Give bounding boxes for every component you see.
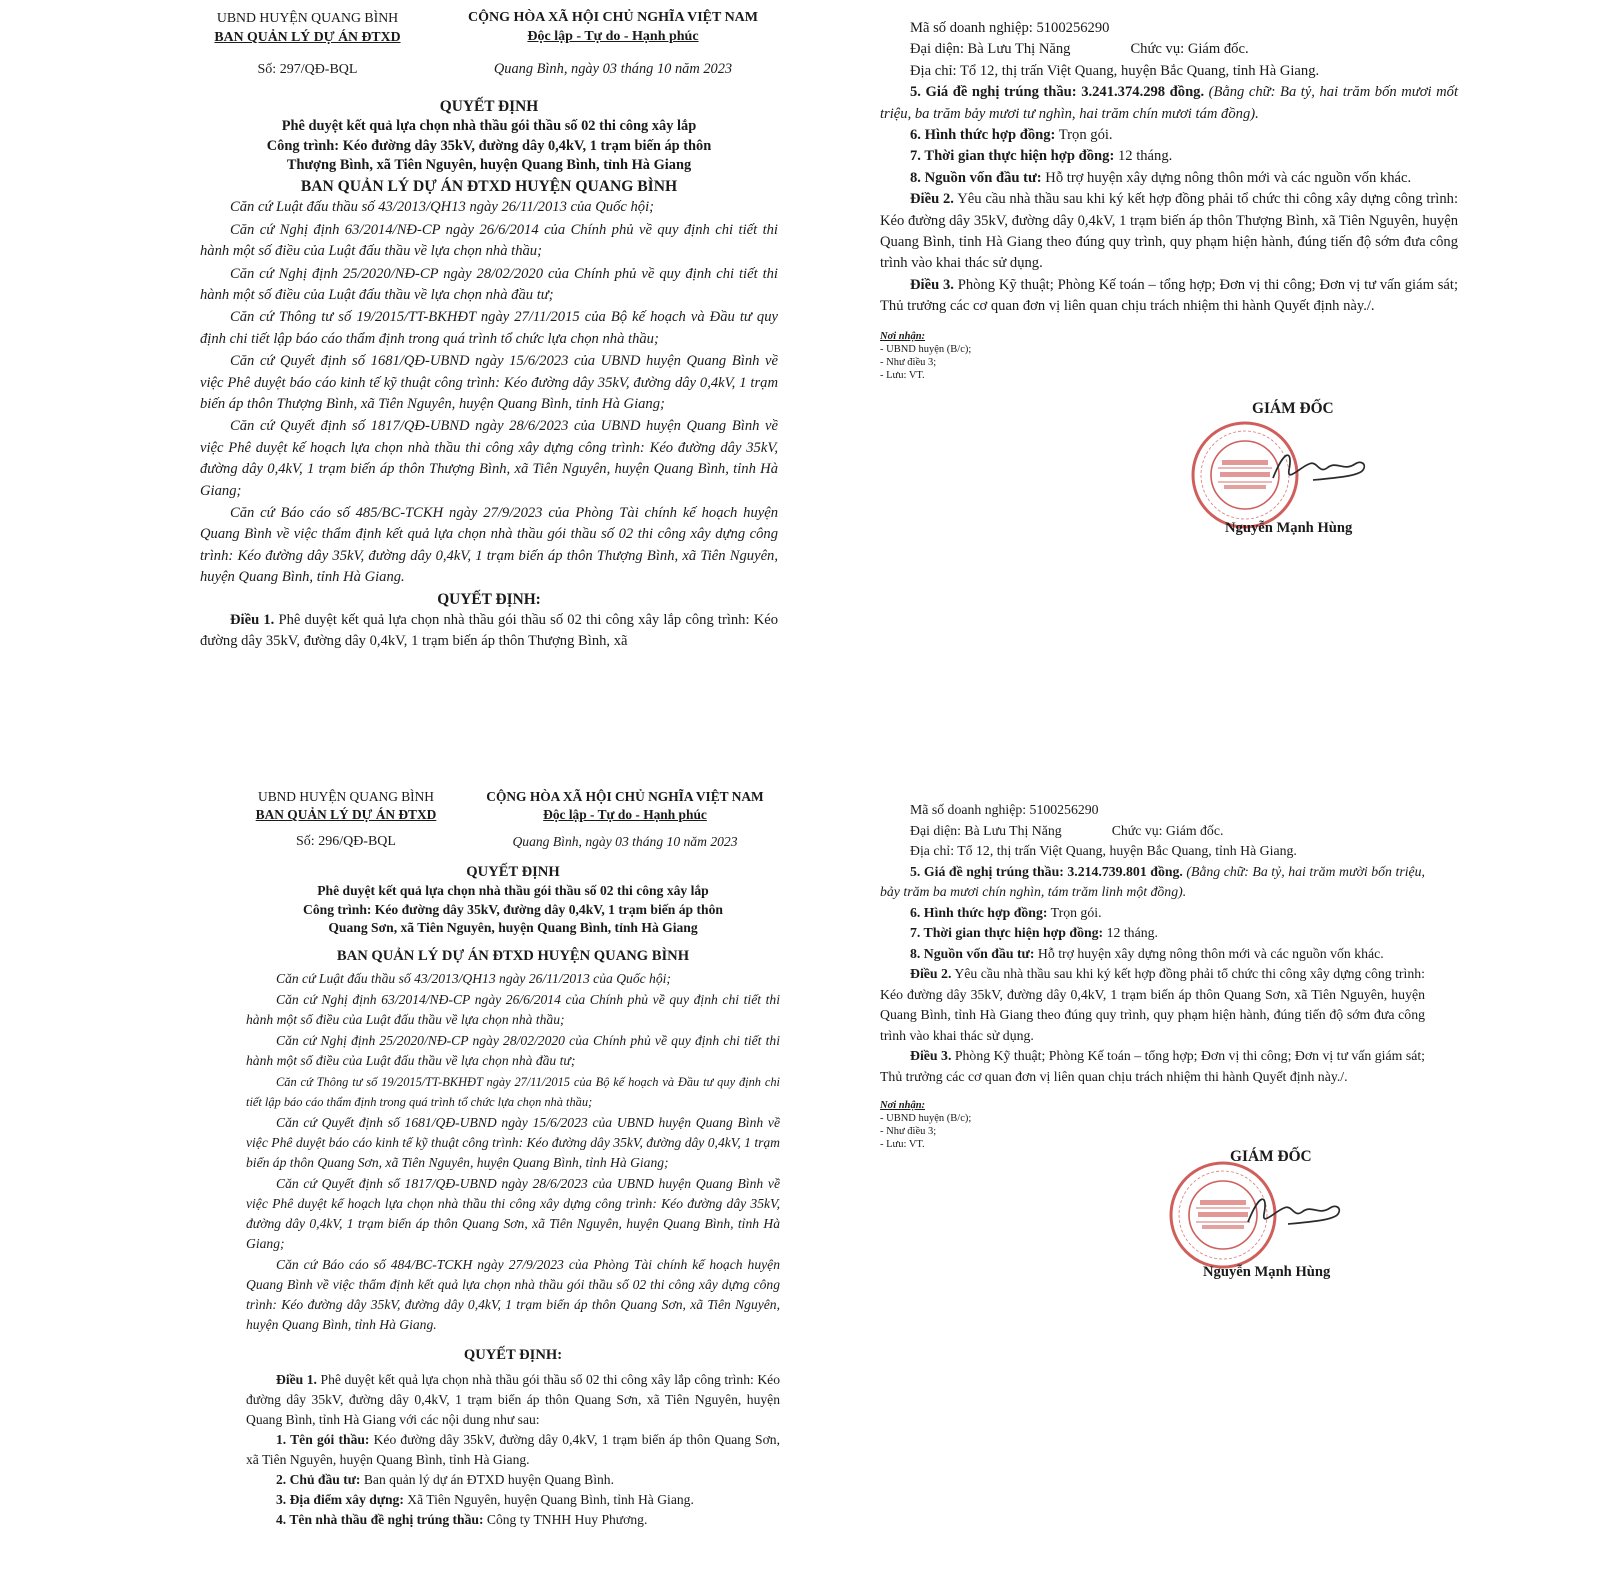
doc1-address: Địa chỉ: Tổ 12, thị trấn Việt Quang, huyện Bắc Quang, tỉnh Hà Giang. [910,62,1320,79]
doc2-subject-2: Công trình: Kéo đường dây 35kV, đường dây 0,4kV, 1 trạm biến áp thôn [303,901,723,917]
doc2-citation: Căn cứ Luật đấu thầu số 43/2013/QH13 ngày 26/11/2013 của Quốc hội; [276,970,671,986]
doc1-tax-id: Mã số doanh nghiệp: 5100256290 [910,20,1110,36]
rep-name: Đại diện: Bà Lưu Thị Năng [910,822,1062,838]
doc1-item-6 [880,125,1458,146]
article-label: Điều 3. [910,1048,952,1063]
doc2-item-3 [246,1490,780,1510]
doc1-citation: Căn cứ Nghị định 25/2020/NĐ-CP ngày 28/02/2020 của Chính phủ về quy định chi tiết thi hành một số điều của Luật đấu thầu về lựa chọn nhà đầu tư; [200,265,778,303]
doc2-article-1 [246,1370,780,1430]
article-label: Điều 2. [910,191,954,208]
item-label: 8. Nguồn vốn đầu tư: [910,169,1042,186]
recipients-title: Nơi nhận: [880,1100,926,1111]
item-label: 2. Chủ đầu tư: [276,1471,361,1487]
doc2-org: BAN QUẢN LÝ DỰ ÁN ĐTXD HUYỆN QUANG BÌNH [336,947,690,964]
recipient: - Như điều 3; [880,1126,937,1137]
doc2-national-block [470,788,780,851]
item-label: 1. Tên gói thầu: [276,1431,370,1447]
item-value: Ban quản lý dự án ĐTXD huyện Quang Bình. [360,1471,614,1487]
item-value: Hỗ trợ huyện xây dựng nông thôn mới và các nguồn vốn khác. [1034,945,1384,961]
article-label: Điều 1. [276,1371,317,1387]
doc1-date: Quang Bình, ngày 03 tháng 10 năm 2023 [493,61,733,77]
item-value: Hỗ trợ huyện xây dựng nông thôn mới và các nguồn vốn khác. [1041,169,1412,186]
doc2-agency-block [246,788,446,851]
item-label: 3. Địa điểm xây dựng: [276,1491,404,1507]
doc1-header [200,8,778,96]
item-label: 8. Nguồn vốn đầu tư: [910,945,1035,961]
doc1-citation: Căn cứ Quyết định số 1681/QĐ-UBND ngày 15/6/2023 của UBND huyện Quang Bình về việc Phê duyệt báo cáo kinh tế kỹ thuật công trình: Kéo đường dây 35kV, đường dây 0,4kV, 1 trạm biến áp thôn Thượng Bình, xã Tiên Nguyên, huyện Quang Bình, tỉnh Hà Giang; [200,353,778,412]
doc1-agency-top: UBND HUYỆN QUANG BÌNH [216,10,399,25]
doc2-signer-name: Nguyễn Mạnh Hùng [1203,1264,1331,1280]
doc1-signer-title: GIÁM ĐỐC [1252,400,1334,417]
article-text: Phòng Kỹ thuật; Phòng Kế toán – tổng hợp; Đơn vị thi công; Đơn vị tư vấn giám sát; Thủ trưởng các cơ quan đơn vị liên quan chịu trách nhiệm thi hành Quyết định này./. [880,1048,1425,1084]
item-value: 12 tháng. [1114,148,1173,165]
doc1-national-block [448,8,778,79]
doc2-citation: Căn cứ Thông tư số 19/2015/TT-BKHĐT ngày 27/11/2015 của Bộ kế hoạch và Đầu tư quy định chi tiết lập báo cáo thẩm định trong quá trình tổ chức lựa chọn nhà thầu; [246,1074,780,1109]
item-label: 6. Hình thức hợp đồng: [910,904,1048,920]
rep-name: Đại diện: Bà Lưu Thị Năng [910,41,1071,58]
recipient: - Như điều 3; [880,356,937,368]
doc2-page1 [246,788,780,1530]
doc1-number: Số: 297/QĐ-BQL [257,62,358,77]
doc1-subject-1: Phê duyệt kết quả lựa chọn nhà thầu gói thầu số 02 thi công xây lắp [281,118,697,135]
doc1-agency-block [200,8,415,79]
item-label: 6. Hình thức hợp đồng: [910,127,1056,144]
doc2-number: Số: 296/QĐ-BQL [296,834,396,849]
doc2-citation: Căn cứ Quyết định số 1681/QĐ-UBND ngày 15/6/2023 của UBND huyện Quang Bình về việc Phê duyệt báo cáo kinh tế kỹ thuật công trình: Kéo đường dây 35kV, đường dây 0,4kV, 1 trạm biến áp thôn Quang Sơn, xã Tiên Nguyên, huyện Quang Bình, tỉnh Hà Giang; [246,1114,780,1170]
article-label: Điều 3. [910,276,954,293]
doc2-country: CỘNG HÒA XÃ HỘI CHỦ NGHĨA VIỆT NAM [486,789,764,804]
article-text: Phê duyệt kết quả lựa chọn nhà thầu gói thầu số 02 thi công xây lắp công trình: Kéo đường dây 35kV, đường dây 0,4kV, 1 trạm biến áp thôn Thượng Bình, xã [200,612,778,650]
doc1-country: CỘNG HÒA XÃ HỘI CHỦ NGHĨA VIỆT NAM [467,10,758,25]
doc2-citation: Căn cứ Nghị định 63/2014/NĐ-CP ngày 26/6/2014 của Chính phủ về quy định chi tiết thi hành một số điều của Luật đấu thầu về lựa chọn nhà thầu; [246,991,780,1027]
doc1-signature [1265,438,1375,498]
doc1-page2 [880,18,1458,382]
recipient: - Lưu: VT. [880,1139,925,1150]
article-label: Điều 2. [910,966,952,981]
doc1-recipients [880,330,1458,382]
doc2-citation: Căn cứ Quyết định số 1817/QĐ-UBND ngày 28/6/2023 của UBND huyện Quang Bình về việc Phê duyệt kế hoạch lựa chọn nhà thầu thi công xây dựng công trình: Kéo đường dây 35kV, đường dây 0,4kV, 1 trạm biến áp thôn Quang Sơn, xã Tiên Nguyên, huyện Quang Bình, tỉnh Hà Giang; [246,1175,780,1251]
doc1-citation: Căn cứ Báo cáo số 485/BC-TCKH ngày 27/9/2023 của Phòng Tài chính kế hoạch huyện Quang Bình về việc thẩm định kết quả lựa chọn nhà thầu gói thầu số 02 thi công xây dựng công trình: Kéo đường dây 35kV, đường dây 0,4kV, 1 trạm biến áp thôn Thượng Bình, xã Tiên Nguyên, huyện Quang Bình, tỉnh Hà Giang. [200,505,778,586]
doc2-signer-title: GIÁM ĐỐC [1230,1148,1312,1165]
doc2-title: QUYẾT ĐỊNH [466,864,560,880]
item-value: (Bằng chữ: Ba tỷ, hai trăm bốn mươi mốt triệu, ba trăm bảy mươi tư nghìn, hai trăm chín mươi tám đồng). [880,84,1459,122]
doc1-title: QUYẾT ĐỊNH [439,98,539,115]
doc2-article-2 [880,964,1425,1046]
item-label: 7. Thời gian thực hiện hợp đồng: [910,148,1115,165]
doc2-decide-heading: QUYẾT ĐỊNH: [463,1346,563,1363]
doc1-article-3 [880,275,1458,318]
doc1-article-2 [880,189,1458,275]
article-text: Yêu cầu nhà thầu sau khi ký kết hợp đồng phải tổ chức thi công xây dựng công trình: Kéo đường dây 35kV, đường dây 0,4kV, 1 trạm biến áp thôn Thượng Bình, xã Tiên Nguyên, huyện Quang Bình, tỉnh Hà Giang theo đúng quy trình, quy phạm hiện hành, đúng tiến độ sớm đưa công trình vào khai thác sử dụng. [880,191,1458,272]
doc2-citation: Căn cứ Nghị định 25/2020/NĐ-CP ngày 28/02/2020 của Chính phủ về quy định chi tiết thi hành một số điều của Luật đấu thầu về lựa chọn nhà đầu tư; [246,1032,780,1068]
doc2-item-1 [246,1430,780,1470]
article-text: Yêu cầu nhà thầu sau khi ký kết hợp đồng phải tổ chức thi công xây dựng công trình: Kéo đường dây 35kV, đường dây 0,4kV, 1 trạm biến áp thôn Quang Sơn, xã Tiên Nguyên, huyện Quang Bình, tỉnh Hà Giang theo đúng quy trình, quy phạm hiện hành, đúng tiến độ sớm đưa công trình vào khai thác sử dụng. [880,966,1425,1043]
doc2-recipients [880,1099,1425,1151]
doc2-date: Quang Bình, ngày 03 tháng 10 năm 2023 [512,834,738,849]
doc2-agency-top: UBND HUYỆN QUANG BÌNH [258,789,434,804]
doc2-motto: Độc lập - Tự do - Hạnh phúc [543,807,707,822]
article-label: Điều 1. [230,612,275,629]
doc1-subject-2: Công trình: Kéo đường dây 35kV, đường dây 0,4kV, 1 trạm biến áp thôn [266,137,712,154]
doc1-decide-heading: QUYẾT ĐỊNH: [437,590,541,608]
article-text: Phê duyệt kết quả lựa chọn nhà thầu gói thầu số 02 thi công xây lắp công trình: Kéo đường dây 35kV, đường dây 0,4kV, 1 trạm biến áp thôn Quang Sơn, xã Tiên Nguyên, huyện Quang Bình, tỉnh Hà Giang với các nội dung như sau: [246,1371,780,1427]
doc2-subject-3: Quang Sơn, xã Tiên Nguyên, huyện Quang Bình, tỉnh Hà Giang [328,920,698,935]
doc2-tax-id: Mã số doanh nghiệp: 5100256290 [910,802,1099,817]
item-label: 4. Tên nhà thầu đề nghị trúng thầu: [276,1511,484,1527]
item-value: Trọn gói. [1055,127,1113,144]
item-label: 7. Thời gian thực hiện hợp đồng: [910,925,1104,940]
doc1-org: BAN QUẢN LÝ DỰ ÁN ĐTXD HUYỆN QUANG BÌNH [300,177,678,195]
item-value: (Bằng chữ: Ba tỷ, hai trăm mười bốn triệu, bảy trăm ba mươi chín nghìn, tám trăm linh một đồng). [880,863,1426,899]
doc2-item-5 [880,862,1425,903]
doc1-page1 [200,8,778,653]
doc1-citation: Căn cứ Luật đấu thầu số 43/2013/QH13 ngày 26/11/2013 của Quốc hội; [230,199,654,216]
doc2-item-8 [880,944,1425,965]
doc1-item-8 [880,168,1458,189]
doc2-subject-1: Phê duyệt kết quả lựa chọn nhà thầu gói thầu số 02 thi công xây lắp [317,883,709,898]
doc2-item-4 [246,1510,780,1530]
doc1-citation: Căn cứ Thông tư số 19/2015/TT-BKHĐT ngày 27/11/2015 của Bộ kế hoạch và Đầu tư quy định chi tiết lập báo cáo thẩm định trong quá trình tổ chức lựa chọn nhà thầu; [200,309,778,347]
doc2-agency-sub: BAN QUẢN LÝ DỰ ÁN ĐTXD [255,807,437,822]
doc2-article-3 [880,1046,1425,1087]
doc1-signer-name: Nguyễn Mạnh Hùng [1225,520,1353,536]
item-value: Trọn gói. [1047,904,1102,920]
recipient: - Lưu: VT. [880,369,925,381]
doc1-item-5 [880,82,1458,125]
item-value: Xã Tiên Nguyên, huyện Quang Bình, tỉnh Hà Giang. [403,1491,694,1507]
doc2-item-6 [880,903,1425,924]
recipients-title: Nơi nhận: [880,330,926,342]
doc1-agency-sub: BAN QUẢN LÝ DỰ ÁN ĐTXD [214,29,401,44]
item-value: 12 tháng. [1103,925,1158,940]
doc2-address: Địa chỉ: Tổ 12, thị trấn Việt Quang, huyện Bắc Quang, tỉnh Hà Giang. [910,843,1297,858]
recipient: - UBND huyện (B/c); [880,1113,972,1124]
item-value: Công ty TNHH Huy Phương. [483,1511,648,1527]
doc2-item-2 [246,1470,780,1490]
doc2-item-7 [880,923,1425,944]
doc1-article-1 [200,610,778,653]
doc1-representative [880,39,1458,60]
article-text: Phòng Kỹ thuật; Phòng Kế toán – tổng hợp; Đơn vị thi công; Đơn vị tư vấn giám sát; Thủ trưởng các cơ quan đơn vị liên quan chịu trách nhiệm thi hành Quyết định này./. [880,276,1458,315]
doc1-item-7 [880,146,1458,167]
doc1-citation: Căn cứ Nghị định 63/2014/NĐ-CP ngày 26/6/2014 của Chính phủ về quy định chi tiết thi hành một số điều của Luật đấu thầu về lựa chọn nhà thầu; [200,221,778,260]
doc1-subject-3: Thượng Bình, xã Tiên Nguyên, huyện Quang Bình, tỉnh Hà Giang [286,157,692,174]
doc1-motto: Độc lập - Tự do - Hạnh phúc [527,29,699,44]
item-label: 5. Giá đề nghị trúng thầu: 3.214.739.801 đồng. [910,863,1183,879]
doc2-signature [1240,1182,1350,1242]
rep-position: Chức vụ: Giám đốc. [1111,822,1224,838]
doc2-representative [880,821,1425,842]
recipient: - UBND huyện (B/c); [880,343,972,355]
doc2-citation: Căn cứ Báo cáo số 484/BC-TCKH ngày 27/9/2023 của Phòng Tài chính kế hoạch huyện Quang Bình về việc thẩm định kết quả lựa chọn nhà thầu gói thầu số 02 thi công xây dựng công trình: Kéo đường dây 35kV, đường dây 0,4kV, 1 trạm biến áp thôn Quang Sơn, xã Tiên Nguyên, huyện Quang Bình, tỉnh Hà Giang. [246,1256,780,1332]
rep-position: Chức vụ: Giám đốc. [1130,41,1249,58]
doc1-citation: Căn cứ Quyết định số 1817/QĐ-UBND ngày 28/6/2023 của UBND huyện Quang Bình về việc Phê duyệt kế hoạch lựa chọn nhà thầu thi công xây dựng công trình: Kéo đường dây 35kV, đường dây 0,4kV, 1 trạm biến áp thôn Thượng Bình, xã Tiên Nguyên, huyện Quang Bình, tỉnh Hà Giang; [200,418,778,499]
item-label: 5. Giá đề nghị trúng thầu: 3.241.374.298 đồng. [910,84,1205,101]
doc2-page2 [880,800,1425,1151]
doc2-header [246,788,780,862]
item-value: Kéo đường dây 35kV, đường dây 0,4kV, 1 trạm biến áp thôn Quang Sơn, xã Tiên Nguyên, huyện Quang Bình, tỉnh Hà Giang. [246,1431,780,1467]
